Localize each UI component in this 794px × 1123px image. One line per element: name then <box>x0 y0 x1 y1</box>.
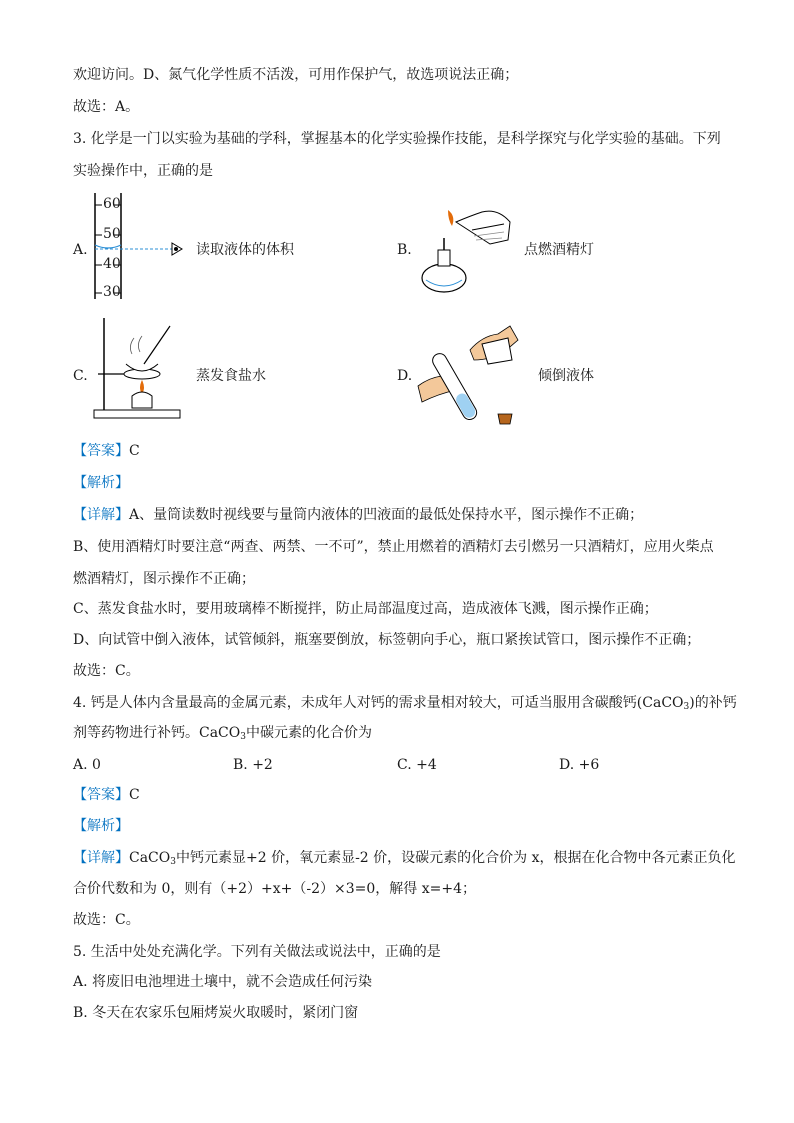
option-c-text: 蒸发食盐水 <box>196 368 266 384</box>
option-c-letter: C. <box>73 368 88 384</box>
q5-option-a: A. 将废旧电池埋进土壤中，就不会造成任何污染 <box>73 974 373 990</box>
question-3-stem-cont: 实验操作中，正确的是 <box>73 163 213 179</box>
cylinder-mark-40: 40 <box>103 256 121 272</box>
detail-3-line1: 【详解】A、量筒读数时视线要与量筒内液体的凹液面的最低处保持水平，图示操作不正确； <box>73 507 644 523</box>
option-a-letter: A. <box>73 242 88 258</box>
answer-3: 【答案】C <box>73 443 140 459</box>
cylinder-mark-50: 50 <box>103 226 121 242</box>
cylinder-mark-30: 30 <box>103 284 121 300</box>
pouring-liquid-figure <box>412 320 532 426</box>
question-4-stem: 4. 钙是人体内含量最高的金属元素，未成年人对钙的需求量相对较大，可适当服用含碳酸钙(CaCO$_3$)的补钙 <box>73 695 737 712</box>
q4-option-c: C. +4 <box>397 757 437 773</box>
detail-4-line2: 合价代数和为 0，则有（+2）+x+（-2）×3=0，解得 x=+4； <box>73 881 476 897</box>
detail-3-line4: C、蒸发食盐水时，要用玻璃棒不断搅拌，防止局部温度过高，造成液体飞溅，图示操作正确； <box>73 601 658 617</box>
detail-label: 【详解】 <box>73 507 129 523</box>
evaporation-figure <box>88 316 188 422</box>
q5-option-b: B. 冬天在农家乐包厢烤炭火取暖时，紧闭门窗 <box>73 1005 359 1021</box>
text-line: 欢迎访问。D、氮气化学性质不活泼，可用作保护气，故选项说法正确； <box>73 67 519 83</box>
question-5-stem: 5. 生活中处处充满化学。下列有关做法或说法中，正确的是 <box>73 944 441 960</box>
question-4-stem-cont: 剂等药物进行补钙。CaCO$_3$中碳元素的化合价为 <box>73 725 372 742</box>
analysis-label: 【解析】 <box>73 818 129 834</box>
q4-option-d: D. +6 <box>559 757 600 773</box>
detail-3-line2: B、使用酒精灯时要注意“两查、两禁、一不可”，禁止用燃着的酒精灯去引燃另一只酒精灯，应用火柴点 <box>73 539 714 555</box>
detail-4-line1: 【详解】CaCO$_3$中钙元素显+2 价，氧元素显-2 价，设碳元素的化合价为 x，根据在化合物中各元素正负化 <box>73 850 736 867</box>
option-a-text: 读取液体的体积 <box>196 242 294 258</box>
alcohol-lamp-figure <box>412 200 522 298</box>
option-b-text: 点燃酒精灯 <box>524 242 594 258</box>
answer-label: 【答案】 <box>73 443 129 459</box>
answer-label: 【答案】 <box>73 787 129 803</box>
option-d-text: 倾倒液体 <box>538 368 594 384</box>
q4-option-b: B. +2 <box>233 757 273 773</box>
option-b-letter: B. <box>397 242 412 258</box>
detail-label: 【详解】 <box>73 850 129 866</box>
detail-3-line6: 故选：C。 <box>73 663 140 679</box>
detail-4-line3: 故选：C。 <box>73 912 140 928</box>
answer-4: 【答案】C <box>73 787 140 803</box>
question-3-stem: 3. 化学是一门以实验为基础的学科，掌握基本的化学实验操作技能，是科学探究与化学实验的基础。下列 <box>73 131 721 147</box>
analysis-label: 【解析】 <box>73 475 129 491</box>
detail-3-line3: 燃酒精灯，图示操作不正确； <box>73 571 255 587</box>
option-d-letter: D. <box>397 368 413 384</box>
text-line: 故选：A。 <box>73 99 140 115</box>
cylinder-mark-60: 60 <box>103 196 121 212</box>
detail-3-line5: D、向试管中倒入液体，试管倾斜，瓶塞要倒放，标签朝向手心，瓶口紧挨试管口，图示操作不正确； <box>73 632 701 648</box>
q4-option-a: A. 0 <box>73 757 101 773</box>
